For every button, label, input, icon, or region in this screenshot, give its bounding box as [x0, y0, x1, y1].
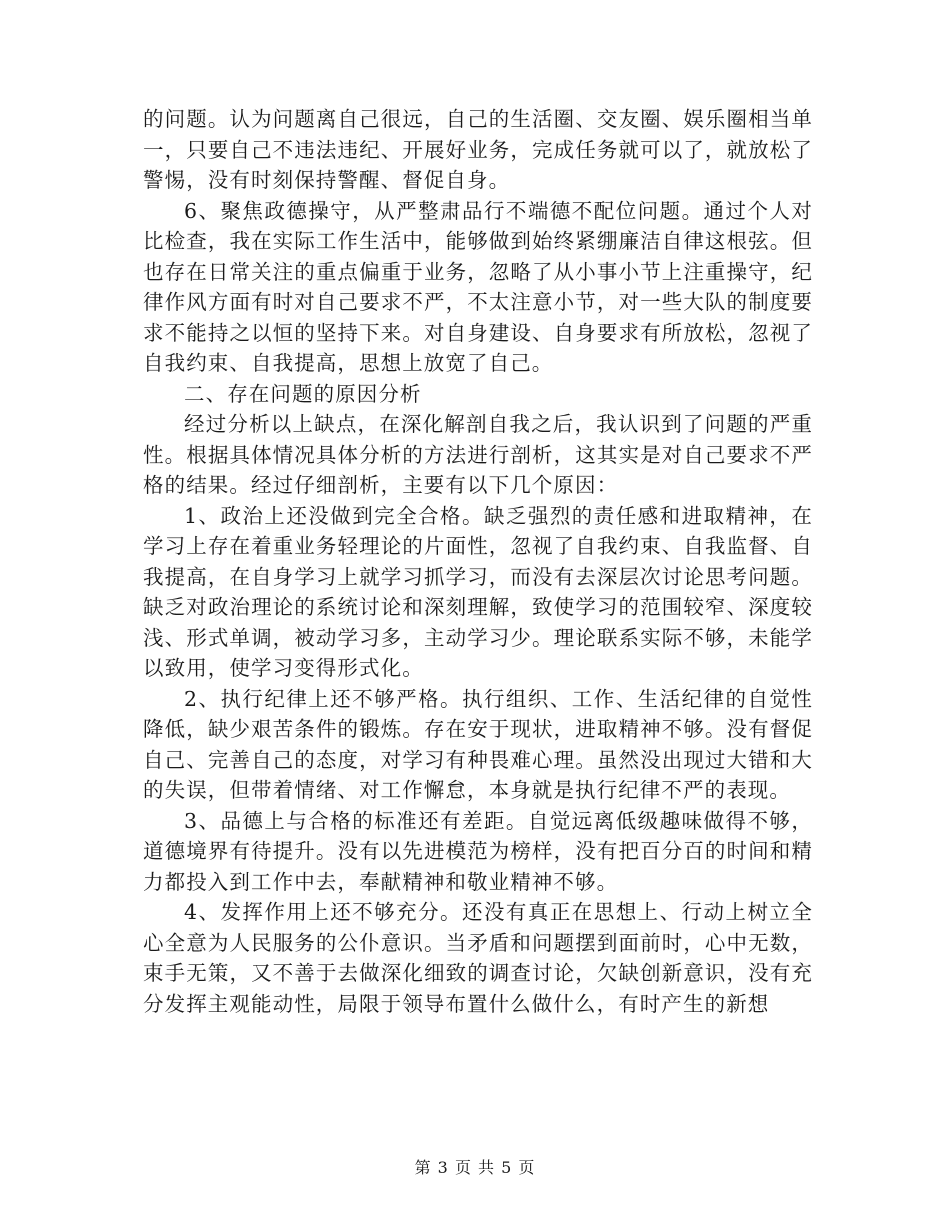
document-body [143, 104, 813, 1019]
paragraph-cause-4: 4、发挥作用上还不够充分。还没有真正在思想上、行动上树立全心全意为人民服务的公仆意识。当矛盾和问题摆到面前时，心中无数，束手无策，又不善于去做深化细致的调查讨论，欠缺创新意识，没有充分发挥主观能动性，局限于领导布置什么做什么，有时产生的新想 [143, 900, 813, 1016]
page-number-footer: 第 3 页 共 5 页 [414, 1158, 536, 1177]
paragraph-continuation: 的问题。认为问题离自己很远，自己的生活圈、交友圈、娱乐圈相当单一，只要自己不违法违纪、开展好业务，完成任务就可以了，就放松了警惕，没有时刻保持警醒、督促自身。 [143, 107, 813, 192]
paragraph-intro-analysis: 经过分析以上缺点，在深化解剖自我之后，我认识到了问题的严重性。根据具体情况具体分析的方法进行剖析，这其实是对自己要求不严格的结果。经过仔细剖析，主要有以下几个原因： [143, 412, 813, 497]
section-heading-cause-analysis: 二、存在问题的原因分析 [184, 381, 422, 406]
paragraph-cause-3: 3、品德上与合格的标准还有差距。自觉远离低级趣味做得不够，道德境界有待提升。没有以先进模范为榜样，没有把百分百的时间和精力都投入到工作中去，奉献精神和敬业精神不够。 [143, 808, 813, 894]
paragraph-cause-1: 1、政治上还没做到完全合格。缺乏强烈的责任感和进取精神，在学习上存在着重业务轻理论的片面性，忽视了自我约束、自我监督、自我提高，在自身学习上就学习抓学习，而没有去深层次讨论思考问题。缺乏对政治理论的系统讨论和深刻理解，致使学习的范围较窄、深度较浅、形式单调，被动学习多，主动学习少。理论联系实际不够，未能学以致用，使学习变得形式化。 [143, 503, 813, 680]
paragraph-cause-2: 2、执行纪律上还不够严格。执行组织、工作、生活纪律的自觉性降低，缺少艰苦条件的锻炼。存在安于现状，进取精神不够。没有督促自己、完善自己的态度，对学习有种畏难心理。虽然没出现过大错和大的失误，但带着情绪、对工作懈怠，本身就是执行纪律不严的表现。 [143, 686, 813, 802]
paragraph-item-6: 6、聚焦政德操守，从严整肃品行不端德不配位问题。通过个人对比检查，我在实际工作生活中，能够做到始终紧绷廉洁自律这根弦。但也存在日常关注的重点偏重于业务，忽略了从小事小节上注重操守，纪律作风方面有时对自己要求不严，不太注意小节，对一些大队的制度要求不能持之以恒的坚持下来。对自身建设、自身要求有所放松，忽视了自我约束、自我提高，思想上放宽了自己。 [143, 198, 813, 375]
